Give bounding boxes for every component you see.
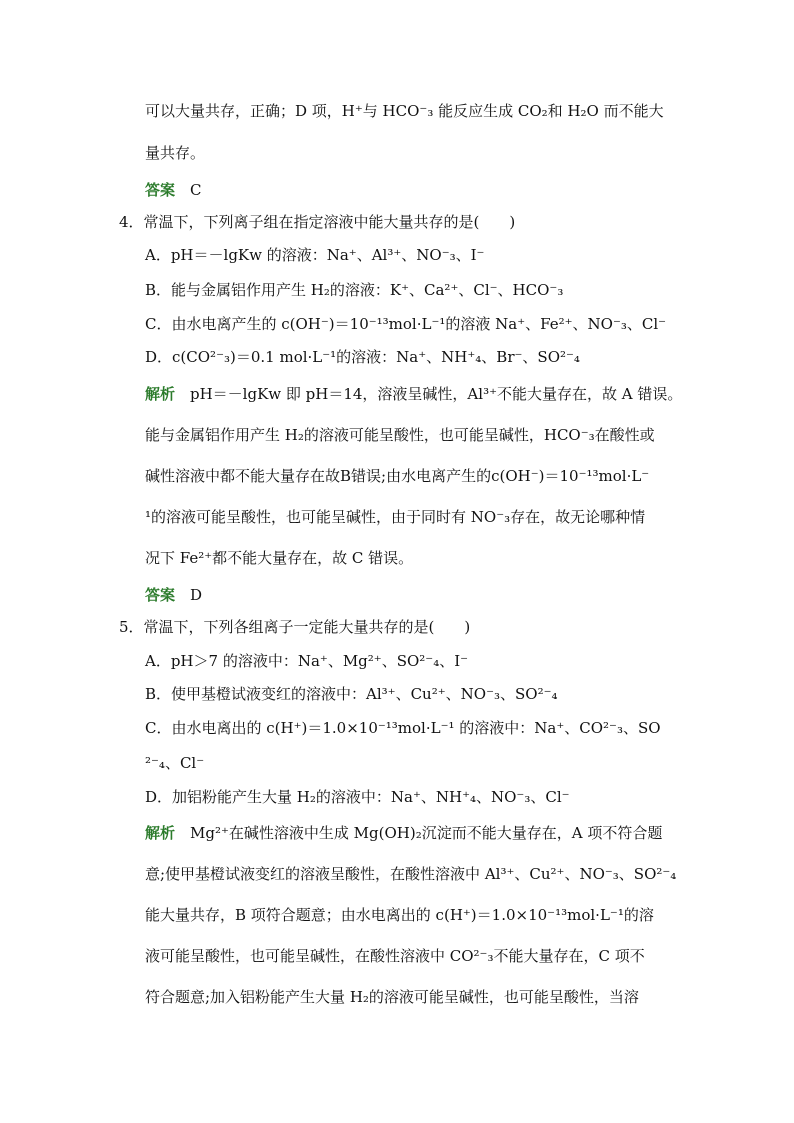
option-c-continued: ²⁻₄、Cl⁻ (145, 754, 205, 772)
option-d: D．加铝粉能产生大量 H₂的溶液中：Na⁺、NH⁺₄、NO⁻₃、Cl⁻ (145, 788, 570, 806)
option-c: C．由水电离出的 c(H⁺)＝1.0×10⁻¹³mol·L⁻¹ 的溶液中：Na⁺、CO²⁻₃、SO (145, 719, 661, 737)
explanation-text: pH＝－lgKw 即 pH＝14，溶液呈碱性，Al³⁺不能大量存在，故 A 错误。 (190, 385, 683, 403)
answer-value: C (190, 181, 202, 199)
option-a: A．pH＝－lgKw 的溶液：Na⁺、Al³⁺、NO⁻₃、I⁻ (145, 246, 485, 264)
explanation-text: 碱性溶液中都不能大量存在故B错误;由水电离产生的c(OH⁻)＝10⁻¹³mol·L⁻ (145, 467, 650, 485)
option-c: C．由水电离产生的 c(OH⁻)＝10⁻¹³mol·L⁻¹的溶液 Na⁺、Fe²⁺、NO⁻₃、Cl⁻ (145, 315, 667, 333)
option-a: A．pH＞7 的溶液中：Na⁺、Mg²⁺、SO²⁻₄、I⁻ (145, 652, 469, 670)
answer-label: 答案 (145, 586, 176, 604)
explanation-label: 解析 (145, 385, 176, 403)
option-b: B．能与金属铝作用产生 H₂的溶液：K⁺、Ca²⁺、Cl⁻、HCO⁻₃ (145, 281, 564, 299)
option-b: B．使甲基橙试液变红的溶液中：Al³⁺、Cu²⁺、NO⁻₃、SO²⁻₄ (145, 685, 558, 703)
option-d: D．c(CO²⁻₃)＝0.1 mol·L⁻¹的溶液：Na⁺、NH⁺₄、Br⁻、SO²⁻₄ (145, 348, 580, 366)
explanation-text: 况下 Fe²⁺都不能大量存在，故 C 错误。 (145, 549, 414, 567)
explanation-text: 意;使甲基橙试液变红的溶液呈酸性，在酸性溶液中 Al³⁺、Cu²⁺、NO⁻₃、SO²⁻₄ (145, 865, 677, 883)
explanation-label: 解析 (145, 824, 176, 842)
question-5-stem: 5．常温下，下列各组离子一定能大量共存的是( ) (119, 618, 471, 636)
explanation-text: Mg²⁺在碱性溶液中生成 Mg(OH)₂沉淀而不能大量存在，A 项不符合题 (190, 824, 663, 842)
explanation-text: 能与金属铝作用产生 H₂的溶液可能呈酸性，也可能呈碱性，HCO⁻₃在酸性或 (145, 426, 655, 444)
question-4-stem: 4．常温下，下列离子组在指定溶液中能大量共存的是( ) (119, 213, 516, 231)
text-line: 量共存。 (145, 144, 206, 162)
answer-value: D (190, 586, 203, 604)
text-line: 可以大量共存，正确；D 项，H⁺与 HCO⁻₃ 能反应生成 CO₂和 H₂O 而不能大 (145, 102, 664, 120)
explanation-text: ¹的溶液可能呈酸性，也可能呈碱性，由于同时有 NO⁻₃存在，故无论哪种情 (145, 508, 646, 526)
explanation-text: 符合题意;加入铝粉能产生大量 H₂的溶液可能呈碱性，也可能呈酸性，当溶 (145, 988, 639, 1006)
answer-label: 答案 (145, 181, 176, 199)
explanation-text: 能大量共存，B 项符合题意；由水电离出的 c(H⁺)＝1.0×10⁻¹³mol·L⁻¹的溶 (145, 906, 654, 924)
explanation-text: 液可能呈酸性，也可能呈碱性，在酸性溶液中 CO²⁻₃不能大量存在，C 项不 (145, 947, 645, 965)
